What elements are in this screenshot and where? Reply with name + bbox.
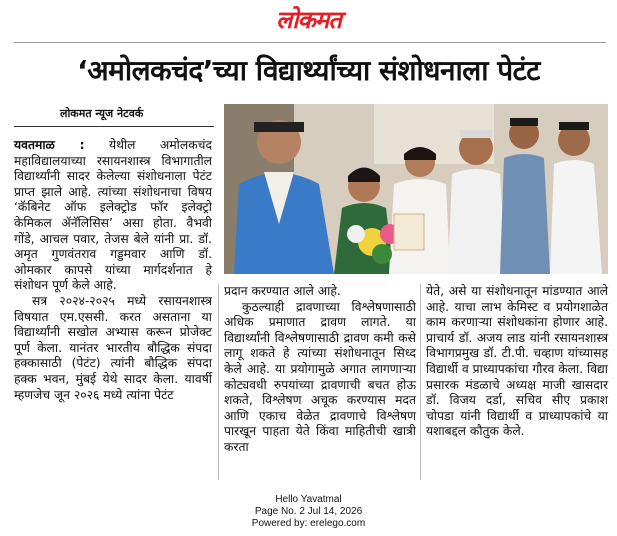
masthead [0,4,617,36]
column-separator [218,284,219,480]
paragraph-5: येते, असे या संशोधनातून मांडण्यात आले आहे. याचा लाभ केमिस्ट व प्रयोगशाळेत काम करणाऱ्या संशोधकांना होणार आहे. प्राचार्य डॉ. अजय लाड यांनी रसायनशास्त्र विभागप्रमुख डॉ. टी.पी. चव्हाण यांच्यासह विद्यार्थी व प्राध्यापकांचा गौरव केला. विद्या प्रसारक मंडळाचे अध्यक्ष माजी खासदार डॉ. विजय दर्डा, सचिव सीए प्रकाश चोपडा यांनी विद्यार्थी व प्राध्यापकांचे या यशाबद्दल कौतुक केले. [426,284,608,439]
lokmat-logo: लोकमत [276,6,341,34]
dateline: यवतमाळ : [14,138,85,152]
footer-powered-by: Powered by: erelego.com [251,518,366,529]
article-photo [224,104,608,274]
article-column-3 [426,284,608,440]
paragraph-2: सत्र २०२४-२०२५ मध्ये रसायनशास्त्र विषयात एम.एससी. करत असताना या विद्यार्थ्यांनी सखोल अभ्यास करून प्रोजेक्ट पूर्ण केला. यानंतर भारतीय बौद्धिक संपदा हक्कासाठी (पेटंट) त्यांनी बौद्धिक संपदा हक्क भवन, मुंबई येथे सादर केला. यावर्षी म्हणजेच जून २०२६ मध्ये त्यांना पेटंट [14,293,212,402]
footer-page-date: Page No. 2 Jul 14, 2026 [254,506,363,517]
column-separator [420,284,421,480]
article-column-1 [14,138,212,403]
article-column-2 [224,284,416,456]
byline-rule [14,126,214,127]
footer [0,494,617,530]
paragraph-4: कुठल्याही द्रावणाच्या विश्लेषणासाठी अधिक प्रमाणात द्रावण लागते. या विद्यार्थ्यांनी विश्लेषणासाठी द्रावण कमी कसे लागू शकते हे त्यांच्या संशोधनातून सिध्द केले आहे. या प्रयोगामुळे अगात लागणाऱ्या कोट्यवधी रुपयांच्या द्रावणाची बचत होऊ शकते, विश्लेषण अचूक करण्यास मदत आणि एकाच वेळेत द्रावणाचे विश्लेषण पारखून पाहता येते किंवा माहितीची खात्री करता [224,299,416,454]
photo-illustration [224,104,608,274]
masthead-rule [14,42,606,43]
paragraph-3: प्रदान करण्यात आले आहे. [224,284,341,298]
paragraph-1: येथील अमोलकचंद महाविद्यालयाच्या रसायनशास्त्र विभागातील विद्यार्थ्यांनी सादर केलेल्या संशोधनाला पेटंट प्राप्त झाले आहे. त्यांच्या संशोधनाचा विषय ‘कॅबिनेट ऑफ इलेक्ट्रोड फॉर इलेक्ट्रो केमिकल ॲनॅलिसिस’ असा होता. वैभवी गोंडे, आचल पवार, तेजस बेले यांनी प्रा. डॉ. अमृत गुणवंतराव गड्डमवार आणि डॉ. ओमकार कापसे यांच्या मार्गदर्शनात हे संशोधन पूर्ण केले आहे. [14,138,212,293]
article-headline: ‘अमोलकचंद’च्या विद्यार्थ्यांच्या संशोधनाला पेटंट [77,54,540,87]
footer-edition: Hello Yavatmal [275,494,342,505]
byline: लोकमत न्यूज नेटवर्क [60,107,144,120]
